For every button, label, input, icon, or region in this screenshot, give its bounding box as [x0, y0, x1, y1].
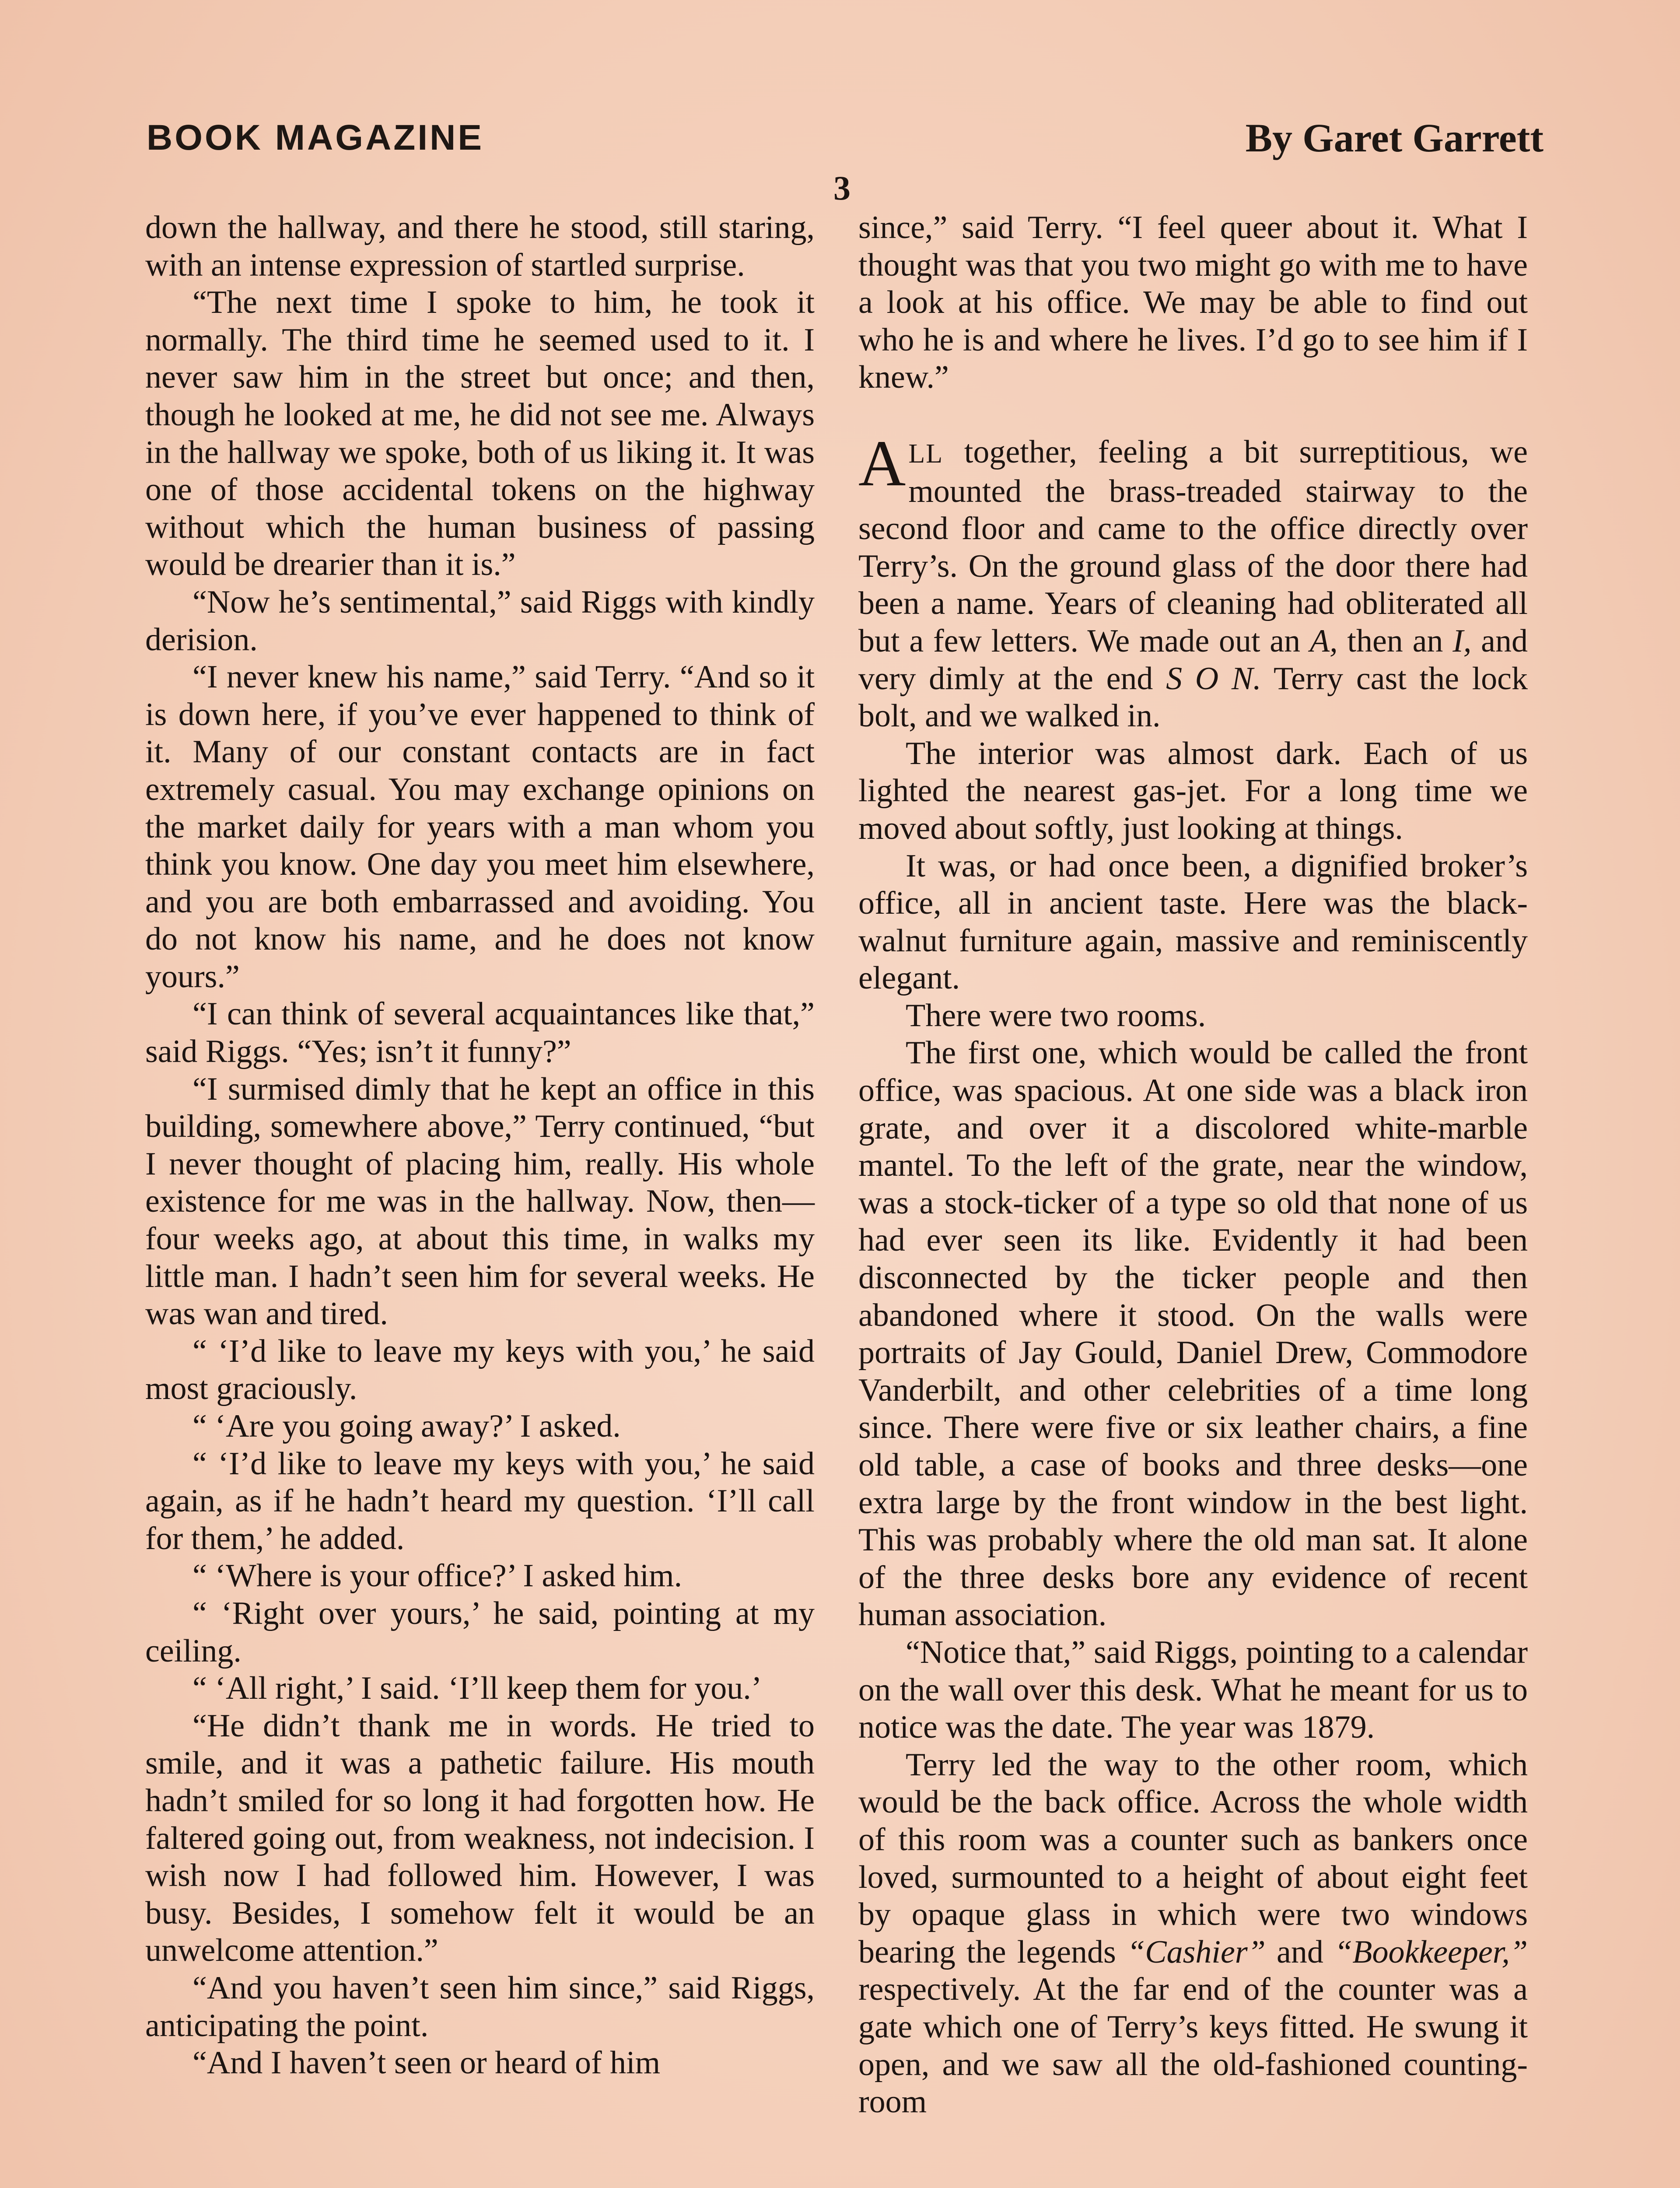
paragraph: The first one, which would be called the front office, was spacious. At one side was a black iron grate, and over it a discolored white-marble mantel. To the left of the grate, near the window, was a stock-ticker of a type so old that none of us had ever seen its like. Evidently it had been disconnected by the ticker people and then abandoned where it stood. On the walls were portraits of Jay Gould, Daniel Drew, Commodore Vanderbilt, and other celebrities of a time long since. There were five or six leather chairs, a fine old table, a case of books and three desks—one extra large by the front window in the best light. This was probably where the old man sat. It alone of the three desks bore any evidence of recent human association.: [858, 1035, 1528, 1633]
paragraph: “The next time I spoke to him, he took it normally. The third time he seemed used to it. I never saw him in the street but once; and then, though he looked at me, he did not see me. Always in the hallway we spoke, both of us liking it. It was one of those accidental tokens on the highway without which the human business of passing would be drearier than it is.”: [145, 284, 815, 583]
right-text-column: [858, 209, 1528, 2121]
drop-cap: A: [858, 427, 906, 500]
paragraph: “And you haven’t seen him since,” said Riggs, anticipating the point.: [145, 1970, 815, 2044]
paragraph: “And I haven’t seen or heard of him: [192, 2045, 661, 2081]
paragraph: “I can think of several acquaintances like that,” said Riggs. “Yes; isn’t it funny?”: [145, 996, 815, 1070]
paragraph: “ ‘All right,’ I said. ‘I’ll keep them for you.’: [192, 1670, 762, 1707]
paragraph: There were two rooms.: [906, 997, 1206, 1034]
paragraph: It was, or had once been, a dignified broker’s office, all in ancient taste. Here was the black-walnut furniture again, massive and reminiscently elegant.: [858, 848, 1528, 996]
paragraph: “ ‘Where is your office?’ I asked him.: [192, 1558, 682, 1594]
paragraph: “He didn’t thank me in words. He tried to smile, and it was a pathetic failure. His mouth hadn’t smiled for so long it had forgotten how. He faltered going out, from weakness, not indecision. I wish now I had followed him. However, I was busy. Besides, I somehow felt it would be an unwelcome attention.”: [145, 1708, 815, 1969]
paragraph: “ ‘Are you going away?’ I asked.: [192, 1408, 621, 1444]
author-byline: By Garet Garrett: [1245, 116, 1544, 160]
paragraph: “I never knew his name,” said Terry. “And so it is down here, if you’ve ever happened to think of it. Many of our constant contacts are in fact extremely casual. You may exchange opinions on the market daily for years with a man whom you think you know. One day you meet him elsewhere, and you are both embarrassed and avoiding. You do not know his name, and he does not know yours.”: [145, 659, 815, 995]
paragraph: “Notice that,” said Riggs, pointing to a calendar on the wall over this desk. What he meant for us to notice was the date. The year was 1879.: [858, 1634, 1528, 1746]
left-text-column: [145, 209, 815, 2082]
opening-small-caps: LL: [908, 438, 944, 469]
paragraph: “ ‘I’d like to leave my keys with you,’ he said most graciously.: [145, 1333, 815, 1407]
paragraph: “I surmised dimly that he kept an office in this building, somewhere above,” Terry continued, “but I never thought of placing him, really. His whole existence for me was in the hallway. Now, then—four weeks ago, at about this time, in walks my little man. I hadn’t seen him for several weeks. He was wan and tired.: [145, 1071, 815, 1332]
paragraph: The interior was almost dark. Each of us lighted the nearest gas-jet. For a long time we moved about softly, just looking at things.: [858, 735, 1528, 846]
paragraph: since,” said Terry. “I feel queer about it. What I thought was that you two might go with me to have a look at his office. We may be able to find out who he is and where he lives. I’d go to see him if I knew.”: [858, 210, 1528, 396]
paragraph: “Now he’s sentimental,” said Riggs with kindly derision.: [145, 584, 815, 658]
paragraph: “ ‘I’d like to leave my keys with you,’ he said again, as if he hadn’t heard my question. ‘I’ll call for them,’ he added.: [145, 1445, 815, 1557]
paragraph: down the hallway, and there he stood, still staring, with an intense expression of startled surprise.: [145, 210, 815, 283]
paragraph: Terry led the way to the other room, which would be the back office. Across the whole width of this room was a counter such as bankers once loved, surmounted to a height of about eight feet by opaque glass in which were two windows bearing the legends “Cashier” and “Bookkeeper,” respectively. At the far end of the counter was a gate which one of Terry’s keys fitted. He swung it open, and we saw all the old-fashioned counting-room: [858, 1746, 1528, 2120]
section-break: [858, 396, 1528, 434]
page-number: 3: [833, 169, 850, 207]
magazine-title: BOOK MAGAZINE: [147, 118, 484, 158]
paragraph: “ ‘Right over yours,’ he said, pointing at my ceiling.: [145, 1595, 815, 1669]
section-opening-paragraph: ALL together, feeling a bit surreptitious, we mounted the brass-treaded stairway to the second floor and came to the office directly over Terry’s. On the ground glass of the door there had been a name. Years of cleaning had obliterated all but a few letters. We made out an A, then an I, and very dimly at the end S O N. Terry cast the lock bolt, and we walked in.: [858, 427, 1528, 734]
